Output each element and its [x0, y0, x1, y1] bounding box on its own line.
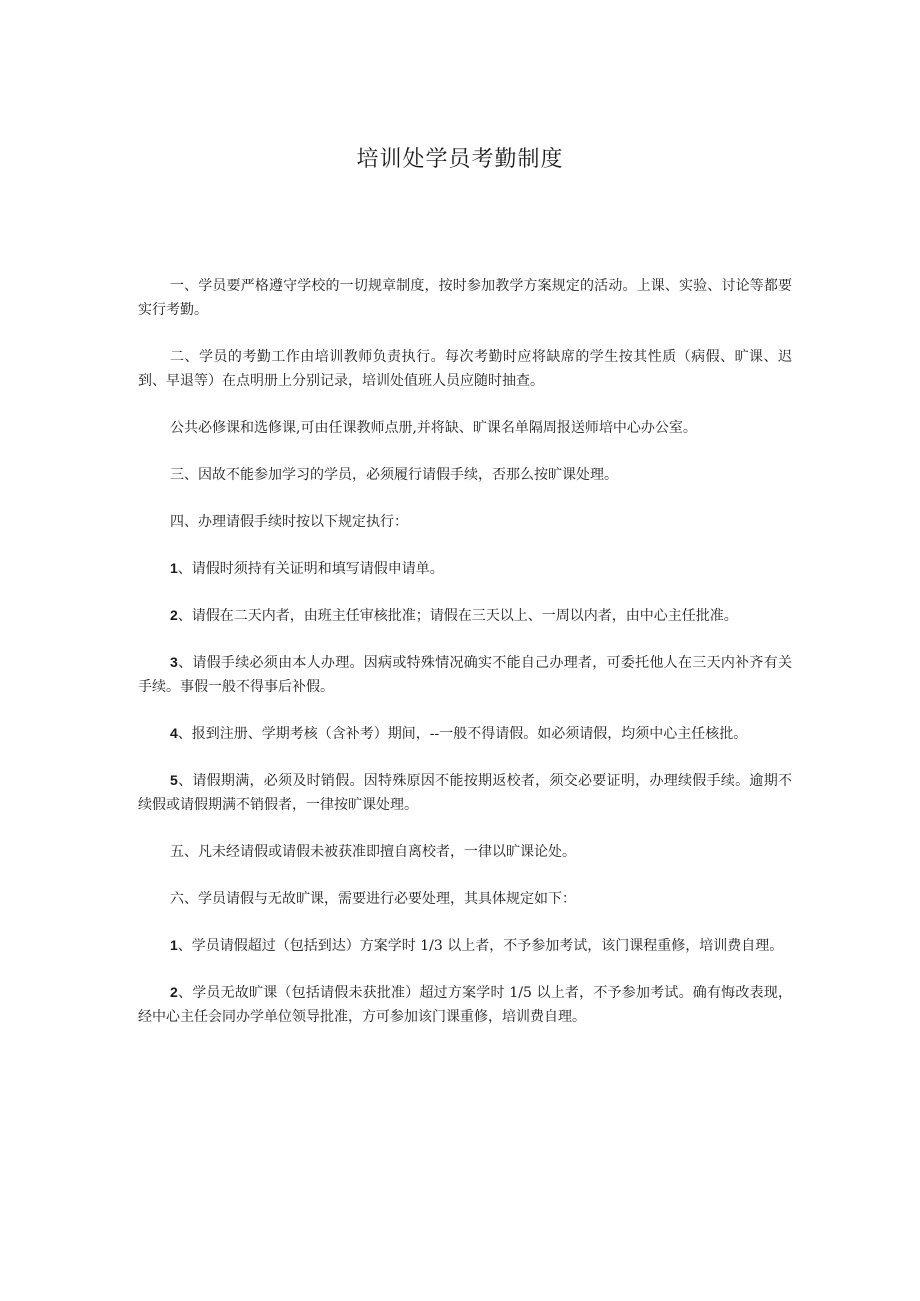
paragraph-10 — [138, 768, 792, 817]
paragraph-7 — [138, 603, 792, 628]
paragraph-text: 、请假手续必须由本人办理。因病或特殊情况确实不能自己办理者，可委托他人在三天内补齐有关手续。事假一般不得事后补假。 — [138, 655, 792, 695]
paragraph-text: 、学员请假超过（包括到达）方案学时 1/3 以上者，不予参加考试，该门课程重修，培训费自理。 — [177, 938, 784, 954]
paragraph-text: 公共必修课和选修课,可由任课教师点册,并将缺、旷课名单隔周报送师培中心办公室。 — [170, 420, 697, 436]
paragraph-number: 4 — [170, 725, 178, 741]
paragraph-14 — [138, 980, 792, 1029]
paragraph-text: 二、学员的考勤工作由培训教师负责执行。每次考勤时应将缺席的学生按其性质（病假、旷课、迟到、早退等）在点明册上分别记录，培训处值班人员应随时抽查。 — [138, 349, 792, 389]
paragraph-number: 1 — [170, 560, 178, 576]
paragraph-number: 2 — [170, 984, 178, 1000]
paragraph-11 — [138, 839, 792, 864]
document-body — [138, 273, 792, 1051]
paragraph-number: 2 — [170, 607, 178, 623]
paragraph-text: 一、学员要严格遵守学校的一切规章制度，按时参加教学方案规定的活动。上课、实验、讨论等都要实行考勤。 — [138, 278, 792, 318]
paragraph-text: 四、办理请假手续时按以下规定执行： — [170, 514, 408, 530]
paragraph-8 — [138, 650, 792, 699]
paragraph-text: 六、学员请假与无故旷课，需要进行必要处理，其具体规定如下： — [170, 891, 576, 907]
paragraph-text: 、请假时须持有关证明和填写请假申请单。 — [177, 561, 444, 577]
paragraph-text: 、报到注册、学期考核（含补考）期间，--一般不得请假。如必须请假，均须中心主任核批。 — [177, 726, 748, 742]
paragraph-1 — [138, 273, 792, 322]
paragraph-text: 三、因故不能参加学习的学员，必须履行请假手续，否那么按旷课处理。 — [170, 467, 618, 483]
paragraph-number: 5 — [170, 772, 178, 788]
paragraph-text: 五、凡未经请假或请假未被获准即擅自离校者，一律以旷课论处。 — [170, 844, 576, 860]
paragraph-text: 、请假在二天内者，由班主任审核批准；请假在三天以上、一周以内者，由中心主任批准。 — [177, 608, 738, 624]
paragraph-5 — [138, 509, 792, 534]
paragraph-9 — [138, 721, 792, 746]
page-title: 培训处学员考勤制度 — [356, 147, 564, 172]
paragraph-3 — [138, 415, 792, 440]
paragraph-text: 、学员无故旷课（包括请假未获批准）超过方案学时 1/5 以上者，不予参加考试。确有悔改表现，经中心主任会同办学单位领导批准，方可参加该门课重修，培训费自理。 — [138, 985, 792, 1025]
paragraph-12 — [138, 886, 792, 911]
paragraph-text: 、请假期满，必须及时销假。因特殊原因不能按期返校者，须交必要证明，办理续假手续。逾期不续假或请假期满不销假者，一律按旷课处理。 — [138, 773, 792, 813]
paragraph-number: 3 — [170, 654, 178, 670]
paragraph-6 — [138, 556, 792, 581]
paragraph-number: 1 — [170, 937, 178, 953]
paragraph-2 — [138, 344, 792, 393]
paragraph-4 — [138, 462, 792, 487]
paragraph-13 — [138, 933, 792, 958]
